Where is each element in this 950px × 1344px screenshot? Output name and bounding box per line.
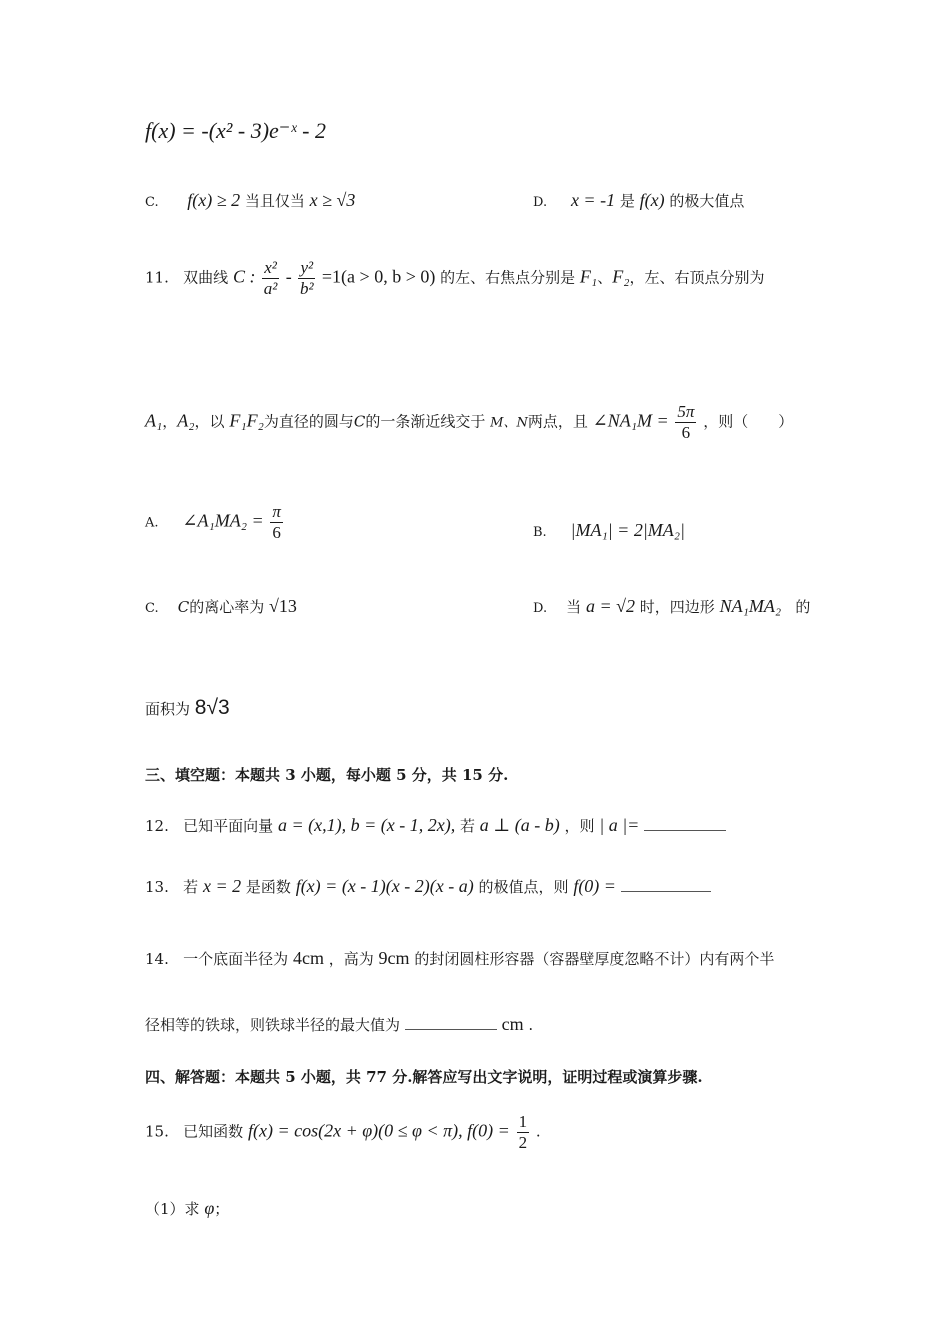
- angle-math: ∠NA₁M =: [592, 410, 669, 431]
- stem-math: =1(a > 0, b > 0): [321, 266, 436, 287]
- function-expression: [145, 118, 326, 144]
- fraction: $\frac{1}{2}$: [518, 1112, 528, 1152]
- q14-line1: 14. 一个底面半径为 4cm ，高为 9cm 的封闭圆柱形容器（容器壁厚度忽略不计）内有两个半: [145, 948, 775, 968]
- q15-sub1: （1）求 φ；: [145, 1198, 230, 1218]
- section-heading: 四、解答题：本题共 5 小题，共 77 分.解答应写出文字说明，证明过程或演算步骤.: [145, 1068, 703, 1086]
- q11-option-c: C. C的离心率为 √13: [145, 596, 297, 616]
- q13: 13. 若 x = 2 是函数 f(x) = (x - 1)(x - 2)(x - a) 的极值点，则 f(0) =: [145, 876, 711, 897]
- stem-text: 的左、右焦点分别是: [440, 268, 576, 287]
- option-math: x = -1: [570, 190, 616, 210]
- q11-option-b: B. |MA₁| = 2|MA₂|: [533, 520, 685, 540]
- q11-option-d-cont: 面积为 8√3: [145, 696, 230, 719]
- function-math: f(x) = -(x² - 3)e⁻ˣ - 2: [145, 118, 326, 143]
- q10-option-c: [145, 190, 355, 211]
- answer-blank: [405, 1015, 497, 1030]
- q11-stem-line2: A₁，A₂，以 F₁F₂为直径的圆与C的一条渐近线交于 M、N两点，且 ∠NA₁M = $\frac{5\pi}{6}$ ，则（ ）: [145, 402, 794, 442]
- answer-blank: [644, 816, 726, 831]
- q14-line2: 径相等的铁球，则铁球半径的最大值为 cm .: [145, 1014, 534, 1034]
- option-math: x ≥ √3: [309, 190, 356, 210]
- option-text: 当且仅当: [244, 192, 305, 210]
- q11-option-a: A. ∠A₁MA₂ = $\frac{\pi}{6}$: [145, 502, 281, 542]
- question-number: 11.: [145, 268, 169, 287]
- fraction: $\frac{\text{x²}}{\text{a²}}$: [263, 258, 278, 298]
- option-text: 是: [619, 192, 635, 210]
- option-label: D.: [533, 195, 548, 210]
- q12: 12. 已知平面向量 a = (x,1), b = (x - 1, 2x), 若 a ⊥ (a - b) ，则 | a |=: [145, 815, 726, 836]
- fraction: $\frac{\pi}{6}$: [272, 502, 281, 542]
- q11-option-d: D. 当 a = √2 时，四边形 NA₁MA₂ 的: [533, 596, 811, 616]
- q11-stem-line1: 11. 双曲线 C : $\frac{\text{x²}}{\text{a²}}$ - $\frac{\text{y²}}{\text{b²}}$ =1(a > 0, b > 0) 的左、右焦点分别是 F₁、F₂，左、右顶点分别为: [145, 258, 765, 298]
- option-text: 的极大值点: [669, 192, 745, 210]
- fraction: $\frac{\text{y²}}{\text{b²}}$: [299, 258, 314, 298]
- q10-option-d: [533, 190, 744, 211]
- stem-math: C :: [232, 266, 256, 287]
- q15: 15. 已知函数 f(x) = cos(2x + φ)(0 ≤ φ < π), f(0) = $\frac{1}{2}$ .: [145, 1112, 541, 1152]
- option-math: f(x): [639, 190, 665, 210]
- section-heading: 三、填空题：本题共 3 小题，每小题 5 分，共 15 分.: [145, 766, 509, 784]
- answer-blank: [621, 877, 711, 892]
- option-math: f(x) ≥ 2: [187, 190, 241, 210]
- stem-text: 双曲线: [183, 268, 229, 287]
- option-label: C.: [145, 195, 159, 210]
- fraction: $\frac{5\pi}{6}$: [677, 402, 695, 442]
